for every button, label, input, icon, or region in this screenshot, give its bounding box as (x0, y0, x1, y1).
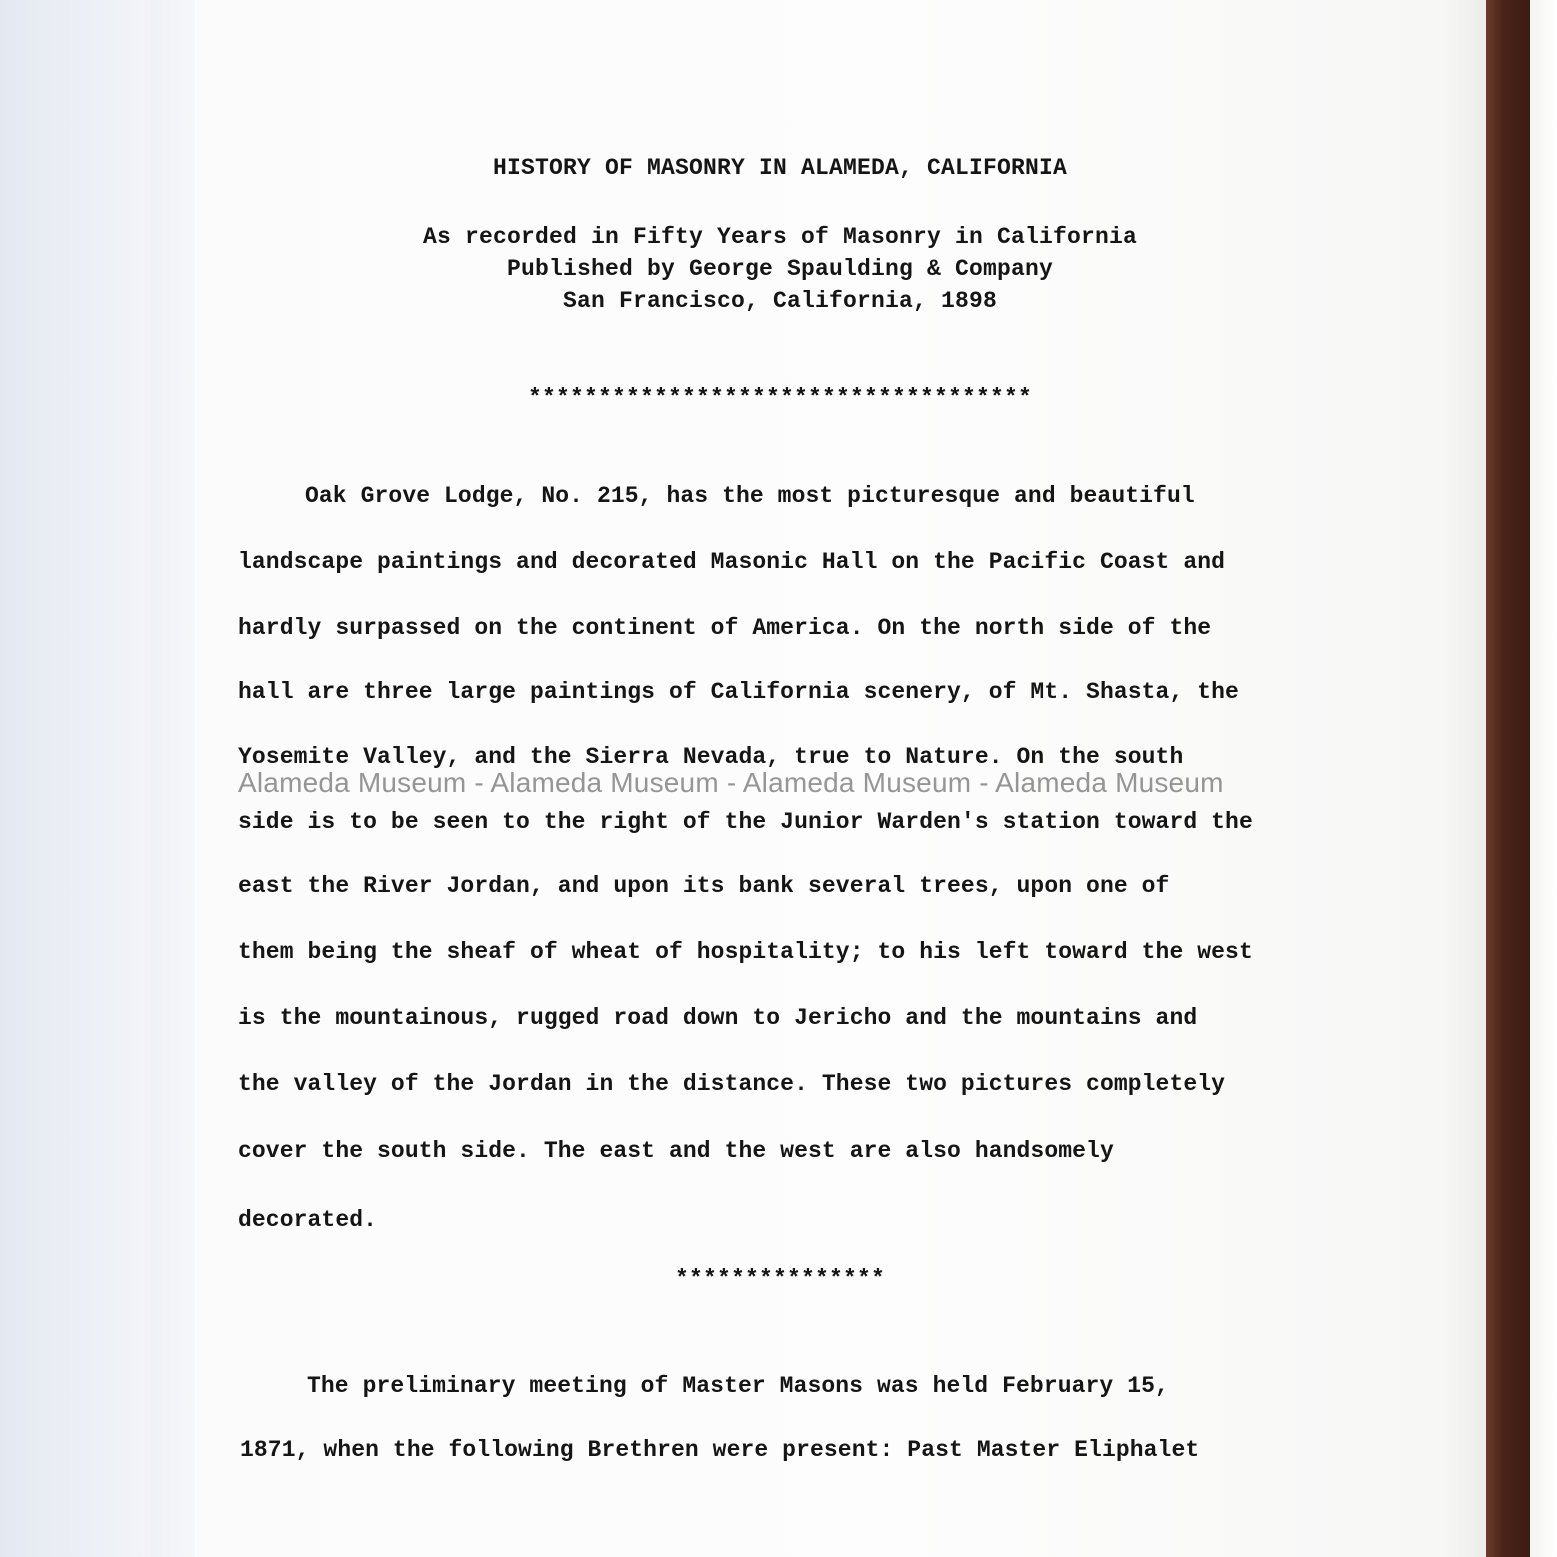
paragraph1-line-8: them being the sheaf of wheat of hospitality; to his left toward the west (238, 939, 1253, 965)
paragraph1-line-9: is the mountainous, rugged road down to Jericho and the mountains and (238, 1005, 1198, 1031)
museum-watermark: Alameda Museum - Alameda Museum - Alameda Museum - Alameda Museum (238, 767, 1224, 798)
paragraph1-line-10: the valley of the Jordan in the distance. These two pictures completely (238, 1071, 1226, 1097)
paragraph1-line-6: side is to be seen to the right of the Junior Warden's station toward the (238, 809, 1253, 835)
paragraph2-line-1: The preliminary meeting of Master Masons was held February 15, (307, 1373, 1169, 1399)
paragraph1-line-1: Oak Grove Lodge, No. 215, has the most picturesque and beautiful (305, 483, 1195, 509)
paragraph1-line-11: cover the south side. The east and the west are also handsomely (238, 1138, 1114, 1164)
subtitle-line-2: Published by George Spaulding & Company (506, 256, 1054, 282)
paragraph2-line-2: 1871, when the following Brethren were present: Past Master Eliphalet (240, 1437, 1200, 1463)
paragraph1-line-4: hall are three large paintings of California scenery, of Mt. Shasta, the (238, 679, 1239, 705)
paragraph1-line-7: east the River Jordan, and upon its bank several trees, upon one of (238, 873, 1170, 899)
subtitle-line-1: As recorded in Fifty Years of Masonry in California (422, 224, 1138, 250)
paragraph1-line-5: Yosemite Valley, and the Sierra Nevada, true to Nature. On the south (238, 744, 1184, 770)
paragraph1-line-12: decorated. (238, 1207, 378, 1233)
paragraph1-line-3: hardly surpassed on the continent of America. On the north side of the (238, 615, 1212, 641)
paragraph1-line-2: landscape paintings and decorated Masonic Hall on the Pacific Coast and (238, 549, 1226, 575)
separator-short: *************** (674, 1266, 886, 1292)
separator-long: ************************************ (527, 385, 1033, 411)
subtitle-line-3: San Francisco, California, 1898 (562, 288, 998, 314)
document-title: HISTORY OF MASONRY IN ALAMEDA, CALIFORNIA (492, 155, 1068, 181)
